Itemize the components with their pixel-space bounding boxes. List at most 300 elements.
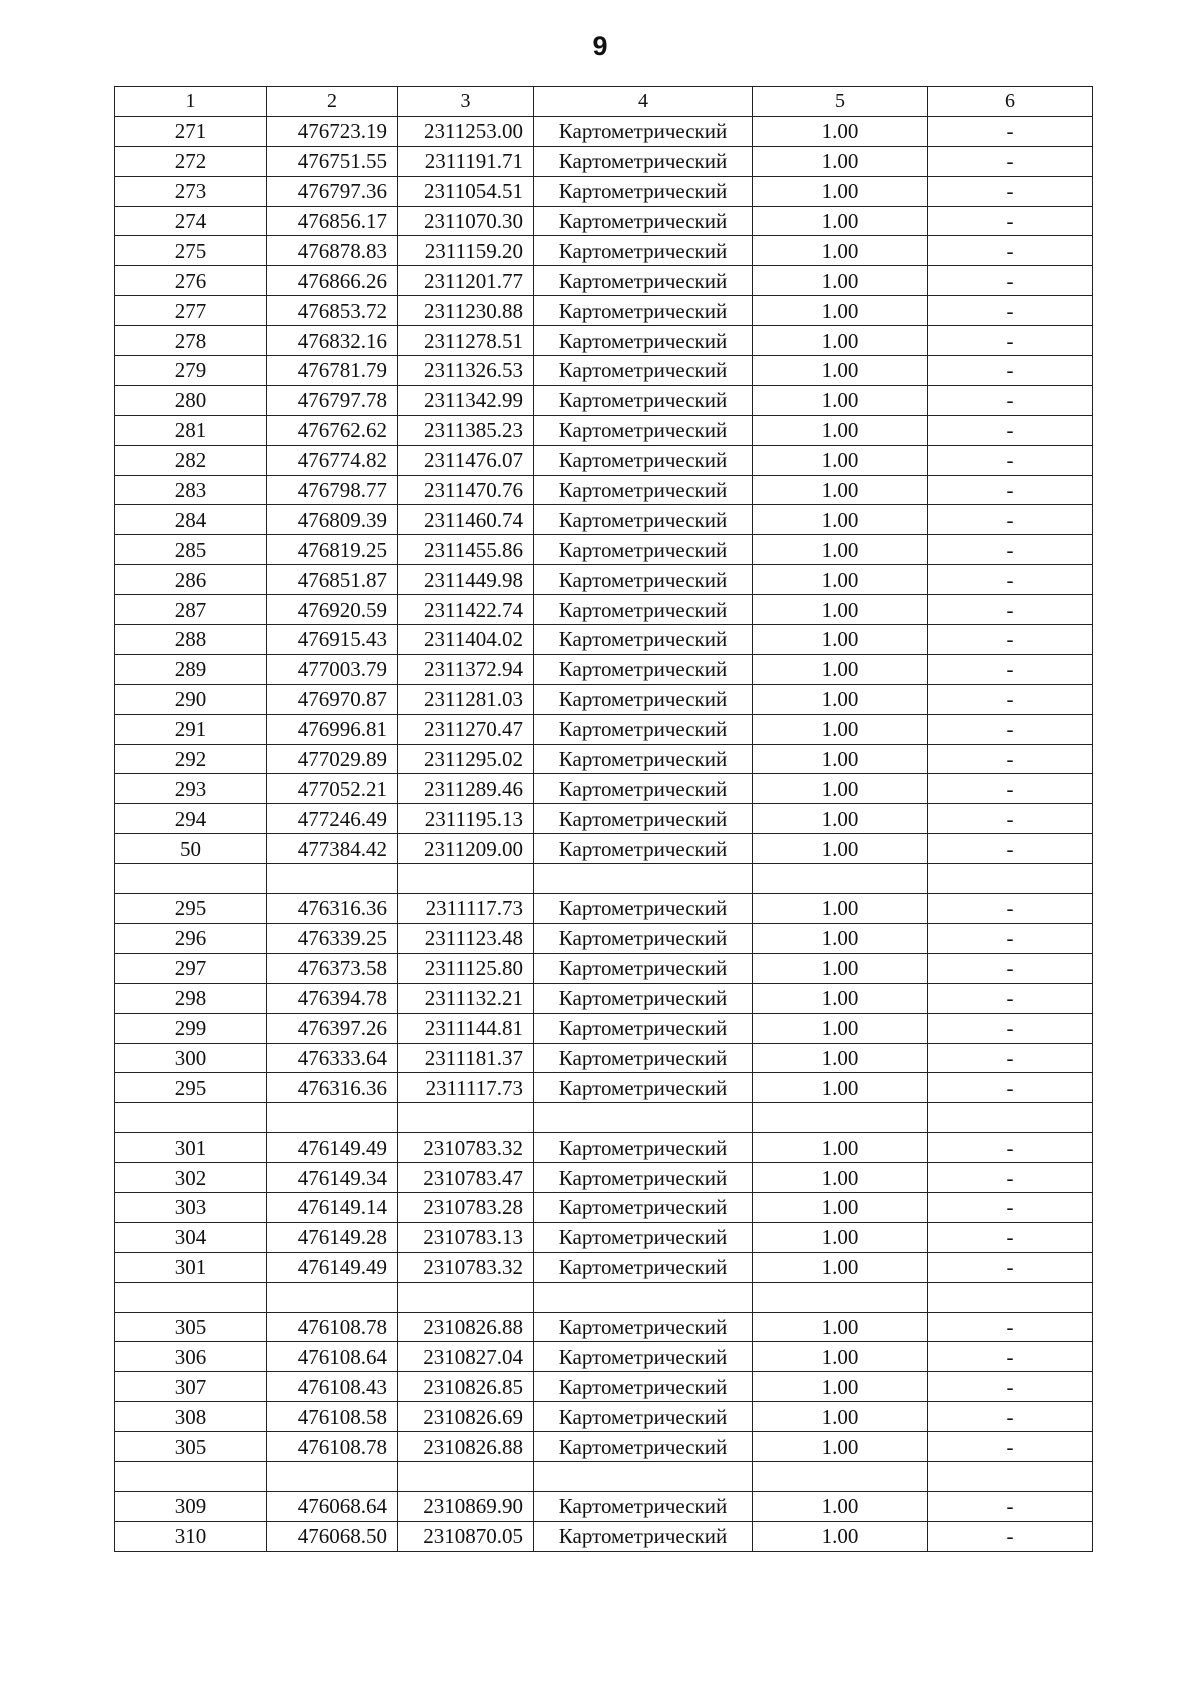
point-number-cell: 283 bbox=[115, 475, 267, 505]
method-cell: Картометрический bbox=[534, 565, 753, 595]
table-row bbox=[115, 654, 1093, 684]
accuracy-cell: 1.00 bbox=[753, 1073, 928, 1103]
point-number-cell: 285 bbox=[115, 535, 267, 565]
description-cell: - bbox=[928, 923, 1093, 953]
accuracy-cell: 1.00 bbox=[753, 1013, 928, 1043]
point-number-cell: 280 bbox=[115, 385, 267, 415]
method-cell: Картометрический bbox=[534, 505, 753, 535]
y-coordinate-cell: 2311191.71 bbox=[398, 146, 534, 176]
table-row bbox=[115, 744, 1093, 774]
description-cell: - bbox=[928, 595, 1093, 625]
description-cell: - bbox=[928, 654, 1093, 684]
description-cell: - bbox=[928, 1312, 1093, 1342]
description-cell: - bbox=[928, 415, 1093, 445]
description-cell: - bbox=[928, 1163, 1093, 1193]
accuracy-cell bbox=[753, 864, 928, 894]
method-cell: Картометрический bbox=[534, 804, 753, 834]
y-coordinate-cell: 2311132.21 bbox=[398, 983, 534, 1013]
method-cell: Картометрический bbox=[534, 1222, 753, 1252]
description-cell: - bbox=[928, 684, 1093, 714]
accuracy-cell: 1.00 bbox=[753, 266, 928, 296]
x-coordinate-cell: 476915.43 bbox=[267, 625, 398, 655]
point-number-cell: 299 bbox=[115, 1013, 267, 1043]
x-coordinate-cell: 476996.81 bbox=[267, 714, 398, 744]
accuracy-cell: 1.00 bbox=[753, 296, 928, 326]
description-cell: - bbox=[928, 1432, 1093, 1462]
table-row bbox=[115, 535, 1093, 565]
accuracy-cell: 1.00 bbox=[753, 774, 928, 804]
description-cell: - bbox=[928, 1133, 1093, 1163]
table-row bbox=[115, 176, 1093, 206]
method-cell: Картометрический bbox=[534, 1432, 753, 1462]
table-header bbox=[115, 87, 1093, 117]
y-coordinate-cell: 2310826.85 bbox=[398, 1372, 534, 1402]
y-coordinate-cell bbox=[398, 1103, 534, 1133]
accuracy-cell: 1.00 bbox=[753, 385, 928, 415]
accuracy-cell: 1.00 bbox=[753, 1342, 928, 1372]
x-coordinate-cell: 476832.16 bbox=[267, 326, 398, 356]
method-cell: Картометрический bbox=[534, 385, 753, 415]
x-coordinate-cell: 476108.64 bbox=[267, 1342, 398, 1372]
x-coordinate-cell: 476723.19 bbox=[267, 116, 398, 146]
x-coordinate-cell bbox=[267, 1282, 398, 1312]
method-cell: Картометрический bbox=[534, 983, 753, 1013]
y-coordinate-cell: 2311144.81 bbox=[398, 1013, 534, 1043]
point-number-cell: 294 bbox=[115, 804, 267, 834]
point-number-cell: 297 bbox=[115, 953, 267, 983]
point-number-cell: 271 bbox=[115, 116, 267, 146]
accuracy-cell: 1.00 bbox=[753, 983, 928, 1013]
y-coordinate-cell: 2311230.88 bbox=[398, 296, 534, 326]
table-row bbox=[115, 1103, 1093, 1133]
accuracy-cell: 1.00 bbox=[753, 1521, 928, 1551]
x-coordinate-cell bbox=[267, 1461, 398, 1491]
description-cell: - bbox=[928, 834, 1093, 864]
point-number-cell: 308 bbox=[115, 1402, 267, 1432]
table-row bbox=[115, 1491, 1093, 1521]
point-number-cell: 305 bbox=[115, 1432, 267, 1462]
y-coordinate-cell: 2311385.23 bbox=[398, 415, 534, 445]
point-number-cell: 284 bbox=[115, 505, 267, 535]
method-cell: Картометрический bbox=[534, 1312, 753, 1342]
x-coordinate-cell: 476149.49 bbox=[267, 1252, 398, 1282]
y-coordinate-cell: 2311455.86 bbox=[398, 535, 534, 565]
accuracy-cell bbox=[753, 1461, 928, 1491]
point-number-cell: 50 bbox=[115, 834, 267, 864]
header-cell: 4 bbox=[534, 87, 753, 117]
accuracy-cell: 1.00 bbox=[753, 1252, 928, 1282]
point-number-cell: 298 bbox=[115, 983, 267, 1013]
description-cell: - bbox=[928, 296, 1093, 326]
description-cell: - bbox=[928, 744, 1093, 774]
y-coordinate-cell: 2311281.03 bbox=[398, 684, 534, 714]
method-cell: Картометрический bbox=[534, 625, 753, 655]
table-row bbox=[115, 1133, 1093, 1163]
point-number-cell: 304 bbox=[115, 1222, 267, 1252]
method-cell: Картометрический bbox=[534, 236, 753, 266]
point-number-cell bbox=[115, 1461, 267, 1491]
description-cell: - bbox=[928, 206, 1093, 236]
accuracy-cell: 1.00 bbox=[753, 146, 928, 176]
table-row bbox=[115, 296, 1093, 326]
accuracy-cell: 1.00 bbox=[753, 953, 928, 983]
x-coordinate-cell: 476798.77 bbox=[267, 475, 398, 505]
description-cell: - bbox=[928, 804, 1093, 834]
accuracy-cell: 1.00 bbox=[753, 923, 928, 953]
accuracy-cell: 1.00 bbox=[753, 445, 928, 475]
y-coordinate-cell: 2311253.00 bbox=[398, 116, 534, 146]
table-row bbox=[115, 834, 1093, 864]
accuracy-cell: 1.00 bbox=[753, 625, 928, 655]
x-coordinate-cell: 476866.26 bbox=[267, 266, 398, 296]
point-number-cell: 281 bbox=[115, 415, 267, 445]
y-coordinate-cell: 2311270.47 bbox=[398, 714, 534, 744]
table-row bbox=[115, 804, 1093, 834]
x-coordinate-cell: 476316.36 bbox=[267, 894, 398, 924]
method-cell: Картометрический bbox=[534, 415, 753, 445]
y-coordinate-cell: 2311289.46 bbox=[398, 774, 534, 804]
x-coordinate-cell: 476068.50 bbox=[267, 1521, 398, 1551]
point-number-cell: 277 bbox=[115, 296, 267, 326]
method-cell: Картометрический bbox=[534, 535, 753, 565]
table-row bbox=[115, 206, 1093, 236]
method-cell: Картометрический bbox=[534, 326, 753, 356]
method-cell: Картометрический bbox=[534, 1013, 753, 1043]
method-cell: Картометрический bbox=[534, 176, 753, 206]
table-row bbox=[115, 864, 1093, 894]
accuracy-cell: 1.00 bbox=[753, 415, 928, 445]
table-row bbox=[115, 894, 1093, 924]
x-coordinate-cell bbox=[267, 864, 398, 894]
y-coordinate-cell: 2310827.04 bbox=[398, 1342, 534, 1372]
y-coordinate-cell: 2311125.80 bbox=[398, 953, 534, 983]
method-cell: Картометрический bbox=[534, 296, 753, 326]
description-cell: - bbox=[928, 1222, 1093, 1252]
table-row bbox=[115, 1461, 1093, 1491]
y-coordinate-cell: 2311117.73 bbox=[398, 894, 534, 924]
point-number-cell: 292 bbox=[115, 744, 267, 774]
accuracy-cell: 1.00 bbox=[753, 654, 928, 684]
point-number-cell: 276 bbox=[115, 266, 267, 296]
point-number-cell: 295 bbox=[115, 1073, 267, 1103]
method-cell: Картометрический bbox=[534, 744, 753, 774]
description-cell: - bbox=[928, 1491, 1093, 1521]
method-cell: Картометрический bbox=[534, 774, 753, 804]
method-cell: Картометрический bbox=[534, 1073, 753, 1103]
y-coordinate-cell: 2311470.76 bbox=[398, 475, 534, 505]
y-coordinate-cell: 2311117.73 bbox=[398, 1073, 534, 1103]
y-coordinate-cell: 2311054.51 bbox=[398, 176, 534, 206]
point-number-cell: 289 bbox=[115, 654, 267, 684]
coordinates-table bbox=[114, 86, 1093, 1552]
description-cell: - bbox=[928, 356, 1093, 386]
accuracy-cell: 1.00 bbox=[753, 176, 928, 206]
x-coordinate-cell: 476809.39 bbox=[267, 505, 398, 535]
table-row bbox=[115, 953, 1093, 983]
x-coordinate-cell: 476797.78 bbox=[267, 385, 398, 415]
point-number-cell: 295 bbox=[115, 894, 267, 924]
accuracy-cell bbox=[753, 1282, 928, 1312]
y-coordinate-cell: 2311404.02 bbox=[398, 625, 534, 655]
description-cell: - bbox=[928, 236, 1093, 266]
y-coordinate-cell: 2311201.77 bbox=[398, 266, 534, 296]
description-cell: - bbox=[928, 475, 1093, 505]
y-coordinate-cell: 2310826.88 bbox=[398, 1432, 534, 1462]
table-row bbox=[115, 415, 1093, 445]
description-cell: - bbox=[928, 953, 1093, 983]
accuracy-cell: 1.00 bbox=[753, 206, 928, 236]
page-number: 9 bbox=[592, 31, 608, 61]
y-coordinate-cell: 2310783.32 bbox=[398, 1133, 534, 1163]
point-number-cell: 275 bbox=[115, 236, 267, 266]
x-coordinate-cell: 476316.36 bbox=[267, 1073, 398, 1103]
point-number-cell: 272 bbox=[115, 146, 267, 176]
method-cell: Картометрический bbox=[534, 1402, 753, 1432]
x-coordinate-cell: 476397.26 bbox=[267, 1013, 398, 1043]
point-number-cell: 307 bbox=[115, 1372, 267, 1402]
y-coordinate-cell: 2310783.47 bbox=[398, 1163, 534, 1193]
description-cell: - bbox=[928, 1342, 1093, 1372]
header-cell: 2 bbox=[267, 87, 398, 117]
method-cell: Картометрический bbox=[534, 356, 753, 386]
table-row bbox=[115, 1432, 1093, 1462]
method-cell bbox=[534, 864, 753, 894]
point-number-cell: 273 bbox=[115, 176, 267, 206]
table-row bbox=[115, 1521, 1093, 1551]
accuracy-cell: 1.00 bbox=[753, 236, 928, 266]
x-coordinate-cell: 476149.14 bbox=[267, 1192, 398, 1222]
x-coordinate-cell: 477052.21 bbox=[267, 774, 398, 804]
description-cell: - bbox=[928, 894, 1093, 924]
y-coordinate-cell: 2311159.20 bbox=[398, 236, 534, 266]
y-coordinate-cell: 2311342.99 bbox=[398, 385, 534, 415]
table-row bbox=[115, 1372, 1093, 1402]
point-number-cell bbox=[115, 1103, 267, 1133]
y-coordinate-cell: 2311278.51 bbox=[398, 326, 534, 356]
y-coordinate-cell: 2311449.98 bbox=[398, 565, 534, 595]
method-cell: Картометрический bbox=[534, 146, 753, 176]
point-number-cell bbox=[115, 864, 267, 894]
description-cell: - bbox=[928, 983, 1093, 1013]
method-cell bbox=[534, 1461, 753, 1491]
x-coordinate-cell bbox=[267, 1103, 398, 1133]
point-number-cell: 300 bbox=[115, 1043, 267, 1073]
description-cell: - bbox=[928, 326, 1093, 356]
method-cell: Картометрический bbox=[534, 445, 753, 475]
method-cell: Картометрический bbox=[534, 684, 753, 714]
x-coordinate-cell: 476781.79 bbox=[267, 356, 398, 386]
y-coordinate-cell: 2310783.32 bbox=[398, 1252, 534, 1282]
x-coordinate-cell: 476149.34 bbox=[267, 1163, 398, 1193]
point-number-cell: 303 bbox=[115, 1192, 267, 1222]
table-row bbox=[115, 923, 1093, 953]
table-row bbox=[115, 266, 1093, 296]
table-row bbox=[115, 714, 1093, 744]
accuracy-cell: 1.00 bbox=[753, 326, 928, 356]
y-coordinate-cell bbox=[398, 864, 534, 894]
description-cell: - bbox=[928, 565, 1093, 595]
y-coordinate-cell: 2310783.28 bbox=[398, 1192, 534, 1222]
point-number-cell: 288 bbox=[115, 625, 267, 655]
description-cell: - bbox=[928, 625, 1093, 655]
y-coordinate-cell: 2310869.90 bbox=[398, 1491, 534, 1521]
description-cell bbox=[928, 1103, 1093, 1133]
description-cell: - bbox=[928, 1372, 1093, 1402]
accuracy-cell: 1.00 bbox=[753, 505, 928, 535]
description-cell: - bbox=[928, 774, 1093, 804]
x-coordinate-cell: 476878.83 bbox=[267, 236, 398, 266]
x-coordinate-cell: 476108.43 bbox=[267, 1372, 398, 1402]
accuracy-cell: 1.00 bbox=[753, 535, 928, 565]
y-coordinate-cell: 2311209.00 bbox=[398, 834, 534, 864]
method-cell: Картометрический bbox=[534, 714, 753, 744]
accuracy-cell: 1.00 bbox=[753, 116, 928, 146]
y-coordinate-cell: 2311460.74 bbox=[398, 505, 534, 535]
method-cell: Картометрический bbox=[534, 1372, 753, 1402]
point-number-cell: 282 bbox=[115, 445, 267, 475]
method-cell: Картометрический bbox=[534, 116, 753, 146]
x-coordinate-cell: 476970.87 bbox=[267, 684, 398, 714]
method-cell: Картометрический bbox=[534, 834, 753, 864]
x-coordinate-cell: 476333.64 bbox=[267, 1043, 398, 1073]
x-coordinate-cell: 476774.82 bbox=[267, 445, 398, 475]
table-row bbox=[115, 1312, 1093, 1342]
description-cell: - bbox=[928, 146, 1093, 176]
table-row bbox=[115, 1073, 1093, 1103]
y-coordinate-cell bbox=[398, 1461, 534, 1491]
method-cell: Картометрический bbox=[534, 266, 753, 296]
y-coordinate-cell bbox=[398, 1282, 534, 1312]
x-coordinate-cell: 476339.25 bbox=[267, 923, 398, 953]
point-number-cell bbox=[115, 1282, 267, 1312]
accuracy-cell: 1.00 bbox=[753, 1312, 928, 1342]
y-coordinate-cell: 2311422.74 bbox=[398, 595, 534, 625]
x-coordinate-cell: 476920.59 bbox=[267, 595, 398, 625]
accuracy-cell: 1.00 bbox=[753, 565, 928, 595]
y-coordinate-cell: 2311181.37 bbox=[398, 1043, 534, 1073]
x-coordinate-cell: 476819.25 bbox=[267, 535, 398, 565]
description-cell: - bbox=[928, 535, 1093, 565]
accuracy-cell: 1.00 bbox=[753, 744, 928, 774]
point-number-cell: 293 bbox=[115, 774, 267, 804]
point-number-cell: 301 bbox=[115, 1133, 267, 1163]
y-coordinate-cell: 2310870.05 bbox=[398, 1521, 534, 1551]
table-row bbox=[115, 1402, 1093, 1432]
description-cell: - bbox=[928, 116, 1093, 146]
header-cell: 6 bbox=[928, 87, 1093, 117]
accuracy-cell: 1.00 bbox=[753, 1133, 928, 1163]
y-coordinate-cell: 2311372.94 bbox=[398, 654, 534, 684]
method-cell: Картометрический bbox=[534, 206, 753, 236]
table-row bbox=[115, 445, 1093, 475]
table-row bbox=[115, 356, 1093, 386]
table-row bbox=[115, 505, 1093, 535]
y-coordinate-cell: 2310783.13 bbox=[398, 1222, 534, 1252]
x-coordinate-cell: 476108.78 bbox=[267, 1312, 398, 1342]
point-number-cell: 309 bbox=[115, 1491, 267, 1521]
method-cell: Картометрический bbox=[534, 1521, 753, 1551]
accuracy-cell: 1.00 bbox=[753, 1192, 928, 1222]
table-row bbox=[115, 326, 1093, 356]
table-row bbox=[115, 1013, 1093, 1043]
header-cell: 1 bbox=[115, 87, 267, 117]
point-number-cell: 278 bbox=[115, 326, 267, 356]
method-cell: Картометрический bbox=[534, 654, 753, 684]
method-cell bbox=[534, 1282, 753, 1312]
x-coordinate-cell: 476108.58 bbox=[267, 1402, 398, 1432]
description-cell: - bbox=[928, 266, 1093, 296]
method-cell: Картометрический bbox=[534, 1342, 753, 1372]
description-cell bbox=[928, 864, 1093, 894]
accuracy-cell: 1.00 bbox=[753, 684, 928, 714]
y-coordinate-cell: 2310826.88 bbox=[398, 1312, 534, 1342]
method-cell bbox=[534, 1103, 753, 1133]
table-row bbox=[115, 625, 1093, 655]
method-cell: Картометрический bbox=[534, 1163, 753, 1193]
accuracy-cell: 1.00 bbox=[753, 804, 928, 834]
description-cell: - bbox=[928, 714, 1093, 744]
x-coordinate-cell: 476108.78 bbox=[267, 1432, 398, 1462]
table-row bbox=[115, 146, 1093, 176]
point-number-cell: 274 bbox=[115, 206, 267, 236]
description-cell: - bbox=[928, 176, 1093, 206]
x-coordinate-cell: 476751.55 bbox=[267, 146, 398, 176]
table-row bbox=[115, 1192, 1093, 1222]
y-coordinate-cell: 2311123.48 bbox=[398, 923, 534, 953]
method-cell: Картометрический bbox=[534, 894, 753, 924]
x-coordinate-cell: 476851.87 bbox=[267, 565, 398, 595]
y-coordinate-cell: 2311476.07 bbox=[398, 445, 534, 475]
point-number-cell: 287 bbox=[115, 595, 267, 625]
description-cell: - bbox=[928, 1521, 1093, 1551]
point-number-cell: 291 bbox=[115, 714, 267, 744]
table-row bbox=[115, 475, 1093, 505]
point-number-cell: 302 bbox=[115, 1163, 267, 1193]
accuracy-cell: 1.00 bbox=[753, 1402, 928, 1432]
accuracy-cell: 1.00 bbox=[753, 1432, 928, 1462]
accuracy-cell: 1.00 bbox=[753, 1043, 928, 1073]
x-coordinate-cell: 477003.79 bbox=[267, 654, 398, 684]
method-cell: Картометрический bbox=[534, 1043, 753, 1073]
method-cell: Картометрический bbox=[534, 1133, 753, 1163]
point-number-cell: 301 bbox=[115, 1252, 267, 1282]
accuracy-cell bbox=[753, 1103, 928, 1133]
accuracy-cell: 1.00 bbox=[753, 475, 928, 505]
x-coordinate-cell: 476068.64 bbox=[267, 1491, 398, 1521]
x-coordinate-cell: 476856.17 bbox=[267, 206, 398, 236]
x-coordinate-cell: 477246.49 bbox=[267, 804, 398, 834]
header-row bbox=[115, 87, 1093, 117]
method-cell: Картометрический bbox=[534, 1252, 753, 1282]
accuracy-cell: 1.00 bbox=[753, 595, 928, 625]
table-row bbox=[115, 1282, 1093, 1312]
x-coordinate-cell: 476149.49 bbox=[267, 1133, 398, 1163]
description-cell: - bbox=[928, 1073, 1093, 1103]
x-coordinate-cell: 476853.72 bbox=[267, 296, 398, 326]
description-cell: - bbox=[928, 1402, 1093, 1432]
accuracy-cell: 1.00 bbox=[753, 1163, 928, 1193]
description-cell bbox=[928, 1461, 1093, 1491]
table-body bbox=[115, 116, 1093, 1551]
table-row bbox=[115, 595, 1093, 625]
x-coordinate-cell: 477384.42 bbox=[267, 834, 398, 864]
accuracy-cell: 1.00 bbox=[753, 1491, 928, 1521]
y-coordinate-cell: 2310826.69 bbox=[398, 1402, 534, 1432]
x-coordinate-cell: 476797.36 bbox=[267, 176, 398, 206]
x-coordinate-cell: 476373.58 bbox=[267, 953, 398, 983]
table-row bbox=[115, 1252, 1093, 1282]
method-cell: Картометрический bbox=[534, 595, 753, 625]
